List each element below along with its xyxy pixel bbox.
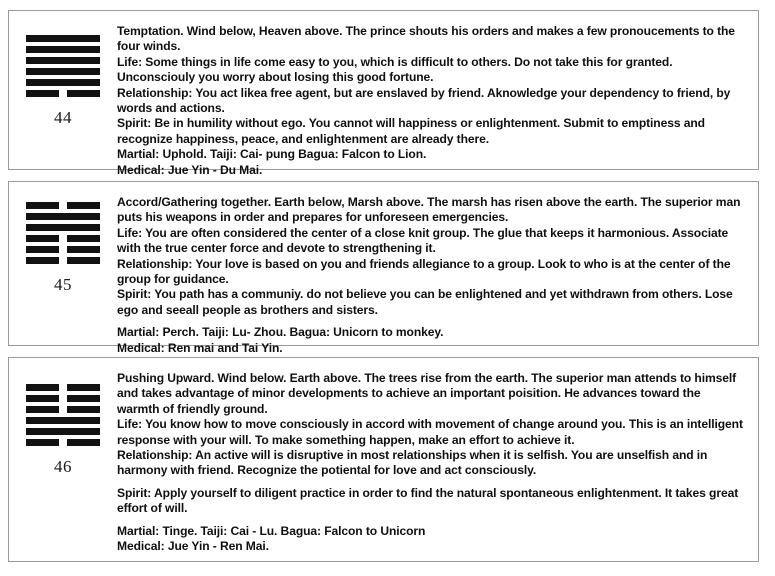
hexagram-line-6-broken	[26, 439, 100, 446]
hexagram-line-1-broken	[26, 384, 100, 391]
hexagram-line-1-solid	[26, 35, 100, 42]
hexagram-line-segment	[26, 79, 100, 86]
hexagram-figure-45	[26, 202, 100, 264]
hexagram-medical-paragraph: Medical: Jue Yin - Ren Mai.	[117, 539, 269, 554]
hexagram-description-paragraph: Pushing Upward. Wind below. Earth above. The trees rise from the earth. The superior man attends to himself and takes advantage of minor developments to achieve an important poisition. He advances toward the warmth of friendly ground.	[117, 371, 737, 416]
hexagram-line-segment	[67, 384, 100, 391]
hexagram-line-segment	[67, 90, 100, 97]
hexagram-line-segment	[26, 213, 100, 220]
hexagram-line-4-solid	[26, 417, 100, 424]
hexagram-spirit-paragraph: Spirit: Apply yourself to diligent practice in order to find the natural spontaneous enlightenment. It takes great effort of will.	[117, 485, 739, 516]
hexagram-line-segment	[26, 428, 100, 435]
hexagram-relationship-paragraph: Relationship: An active will is disruptive in most relationships when it is selfish. You are unselfish and in harmony with friend. Recognize the potiental for love and act consciously.	[117, 448, 708, 478]
hexagram-line-segment	[26, 257, 59, 264]
hexagram-line-4-solid	[26, 68, 100, 75]
hexagram-line-segment	[26, 57, 100, 64]
hexagram-line-6-broken	[26, 257, 100, 264]
hexagram-line-5-broken	[26, 246, 100, 253]
hexagram-line-segment	[67, 235, 100, 242]
hexagram-line-2-broken	[26, 395, 100, 402]
hexagram-text-column-46	[117, 358, 758, 564]
hexagram-medical-paragraph: Medical: Jue Yin - Du Mai.	[117, 162, 263, 177]
hexagram-description-paragraph: Temptation. Wind below, Heaven above. The prince shouts his orders and makes a few pronoucements to the four winds.	[117, 24, 735, 54]
hexagram-card-45	[8, 181, 759, 355]
hexagram-line-1-broken	[26, 202, 100, 209]
hexagram-number-45: 45	[54, 275, 72, 294]
hexagram-line-segment	[26, 46, 100, 53]
hexagram-relationship-paragraph: Relationship: Your love is based on you and friends allegiance to a group. Look to who is at the center of the group for guidance.	[117, 256, 731, 287]
hexagram-line-3-solid	[26, 224, 100, 231]
hexagram-line-segment	[26, 202, 59, 209]
hexagram-card-44	[8, 10, 759, 177]
hexagram-martial-paragraph: Martial: Uphold. Taiji: Cai- pung Bagua: Falcon to Lion.	[117, 147, 427, 162]
hexagram-glyph-column-46	[9, 358, 117, 475]
hexagram-line-segment	[26, 68, 100, 75]
hexagram-life-paragraph: Life: You know how to move consciously in accord with movement of change around you. This is an intelligent response with your will. To make something happen, make an effort to achieve it.	[117, 417, 743, 447]
hexagram-line-segment	[26, 90, 59, 97]
hexagram-line-5-solid	[26, 79, 100, 86]
hexagram-line-segment	[67, 439, 100, 446]
hexagram-description-paragraph: Accord/Gathering together. Earth below, Marsh above. The marsh has risen above the earth. The superior man puts his weapons in order and prepares for unforeseen emergencies.	[117, 195, 741, 225]
hexagram-glyph-column-45	[9, 182, 117, 293]
hexagram-line-segment	[67, 395, 100, 402]
hexagram-figure-46	[26, 384, 100, 446]
hexagram-spirit-paragraph: Spirit: You path has a communiy. do not believe you can be enlightened and yet withdrawn from others. Lose ego and seeall people as brothers and sisters.	[117, 287, 733, 317]
hexagram-line-segment	[67, 406, 100, 413]
hexagram-text-column-45	[117, 182, 758, 366]
hexagram-line-segment	[26, 224, 100, 231]
hexagram-medical-paragraph: Medical: Ren mai and Tai Yin.	[117, 340, 283, 355]
hexagram-line-segment	[67, 257, 100, 264]
hexagram-glyph-column-44	[9, 11, 117, 126]
hexagram-line-3-solid	[26, 57, 100, 64]
hexagram-number-44: 44	[54, 108, 72, 127]
hexagram-line-segment	[26, 395, 59, 402]
hexagram-line-segment	[67, 202, 100, 209]
hexagram-card-46	[8, 357, 759, 562]
hexagram-relationship-paragraph: Relationship: You act likea free agent, but are enslaved by friend. Aknowledge your dependency to friend, by words and actions.	[117, 85, 731, 116]
hexagram-spirit-paragraph: Spirit: Be in humility without ego. You cannot will happiness or enlightenment. Submit to emptiness and recognize happiness, peace, and enlightenment are already there.	[117, 116, 705, 146]
hexagram-number-46: 46	[54, 457, 72, 476]
hexagram-life-paragraph: Life: You are often considered the center of a close knit group. The glue that keeps it harmonious. Associate with the true center force and devote to strengthening it.	[117, 225, 729, 256]
hexagram-martial-paragraph: Martial: Tinge. Taiji: Cai - Lu. Bagua: Falcon to Unicorn	[117, 523, 426, 538]
hexagram-line-4-broken	[26, 235, 100, 242]
hexagram-line-3-broken	[26, 406, 100, 413]
hexagram-line-segment	[26, 384, 59, 391]
hexagram-line-5-solid	[26, 428, 100, 435]
hexagram-line-segment	[26, 235, 59, 242]
hexagram-line-segment	[26, 35, 100, 42]
hexagram-line-2-solid	[26, 213, 100, 220]
hexagram-line-segment	[26, 246, 59, 253]
hexagram-life-paragraph: Life: Some things in life come easy to you, which is difficult to others. Do not take this for granted. Unconsciouly you worry about losing this good fortune.	[117, 54, 673, 85]
hexagram-line-segment	[26, 417, 100, 424]
hexagram-line-segment	[67, 246, 100, 253]
hexagram-line-6-broken	[26, 90, 100, 97]
hexagram-martial-paragraph: Martial: Perch. Taiji: Lu- Zhou. Bagua: Unicorn to monkey.	[117, 325, 444, 340]
hexagram-line-segment	[26, 406, 59, 413]
hexagram-line-segment	[26, 439, 59, 446]
hexagram-line-2-solid	[26, 46, 100, 53]
hexagram-text-column-44	[117, 11, 758, 188]
hexagram-figure-44	[26, 35, 100, 97]
